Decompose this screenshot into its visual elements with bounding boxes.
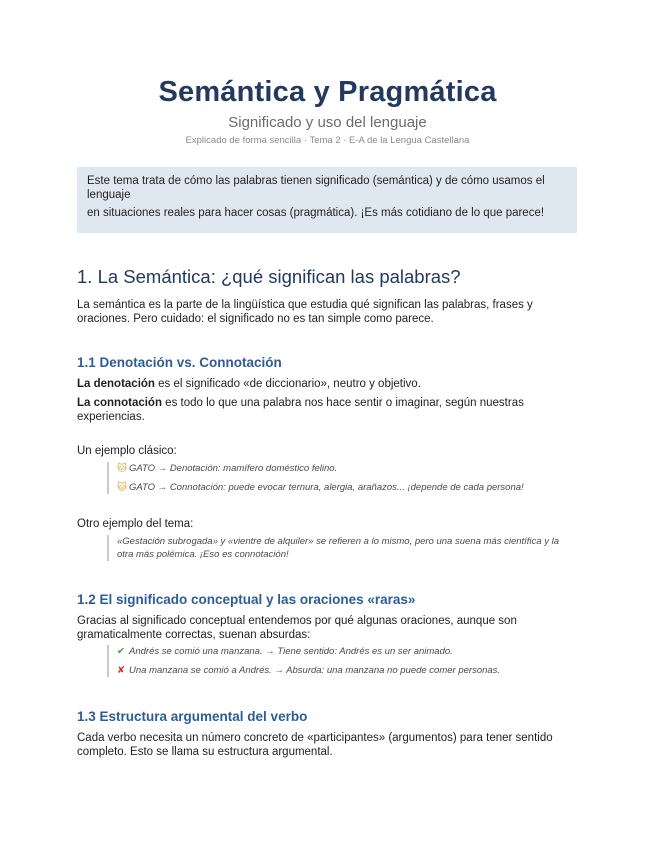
connotation-text: es todo lo que una palabra nos hace sentir o imaginar, según nuestras experiencias.: [77, 397, 524, 423]
example-line: [117, 481, 587, 494]
cat-icon: 🐱: [117, 463, 127, 474]
example-text-1: GATO → Denotación: mamífero doméstico felino.: [129, 463, 338, 474]
other-example-intro: Otro ejemplo del tema:: [77, 518, 194, 530]
subsection-1-2-paragraph: Gracias al significado conceptual entendemos por qué algunas oraciones, aunque son gramaticalmente correctas, suenan absurdas:: [77, 615, 517, 641]
subsection-1-1-heading: 1.1 Denotación vs. Connotación: [77, 355, 282, 370]
cross-icon: ✘: [117, 665, 125, 676]
intro-line-1: Este tema trata de cómo las palabras tienen significado (semántica) y de cómo usamos el lenguaje: [87, 175, 545, 201]
page-title: Semántica y Pragmática: [158, 76, 497, 108]
connotation-paragraph: [77, 396, 577, 424]
sentence-example-1: Andrés se comió una manzana. → Tiene sentido: Andrés es un ser animado.: [129, 646, 453, 657]
example-intro: Un ejemplo clásico:: [77, 445, 177, 457]
intro-box: [77, 167, 577, 233]
subsection-1-3-paragraph: Cada verbo necesita un número concreto de «participantes» (argumentos) para tener sentido completo. Esto se llama su estructura argumental.: [77, 732, 553, 758]
page-subtitle: Significado y uso del lenguaje: [228, 114, 427, 131]
section-1-paragraph: La semántica es la parte de la lingüística que estudia qué significan las palabras, frases y oraciones. Pero cuidado: el significado no es tan simple como parece.: [77, 299, 533, 325]
example-text-2: GATO → Connotación: puede evocar ternura, alergia, arañazos... ¡depende de cada persona!: [129, 482, 524, 493]
cat-icon: 🐱: [117, 482, 127, 493]
denotation-paragraph: [77, 377, 577, 391]
denotation-term: La denotación: [77, 378, 155, 390]
connotation-term: La connotación: [77, 397, 162, 409]
subsection-1-3-heading: 1.3 Estructura argumental del verbo: [77, 709, 308, 724]
section-1-heading: 1. La Semántica: ¿qué significan las palabras?: [77, 266, 461, 287]
example-quote: [107, 462, 587, 494]
sentence-examples: [107, 645, 587, 677]
page-meta: Explicado de forma sencilla · Tema 2 · E-A de la Lengua Castellana: [185, 135, 470, 146]
example-line: [117, 462, 587, 475]
sentence-example: [117, 664, 587, 677]
check-icon: ✔: [117, 646, 125, 657]
other-example-quote: «Gestación subrogada» y «vientre de alquiler» se refieren a lo mismo, pero una suena más científica y la otra más polémica. ¡Eso es connotación!: [107, 535, 567, 561]
subsection-1-2-heading: 1.2 El significado conceptual y las oraciones «raras»: [77, 592, 416, 607]
intro-line-2: en situaciones reales para hacer cosas (pragmática). ¡Es más cotidiano de lo que parece!: [87, 207, 545, 219]
sentence-example: [117, 645, 587, 658]
denotation-text: es el significado «de diccionario», neutro y objetivo.: [154, 378, 421, 390]
sentence-example-2: Una manzana se comió a Andrés. → Absurda: una manzana no puede comer personas.: [129, 665, 501, 676]
